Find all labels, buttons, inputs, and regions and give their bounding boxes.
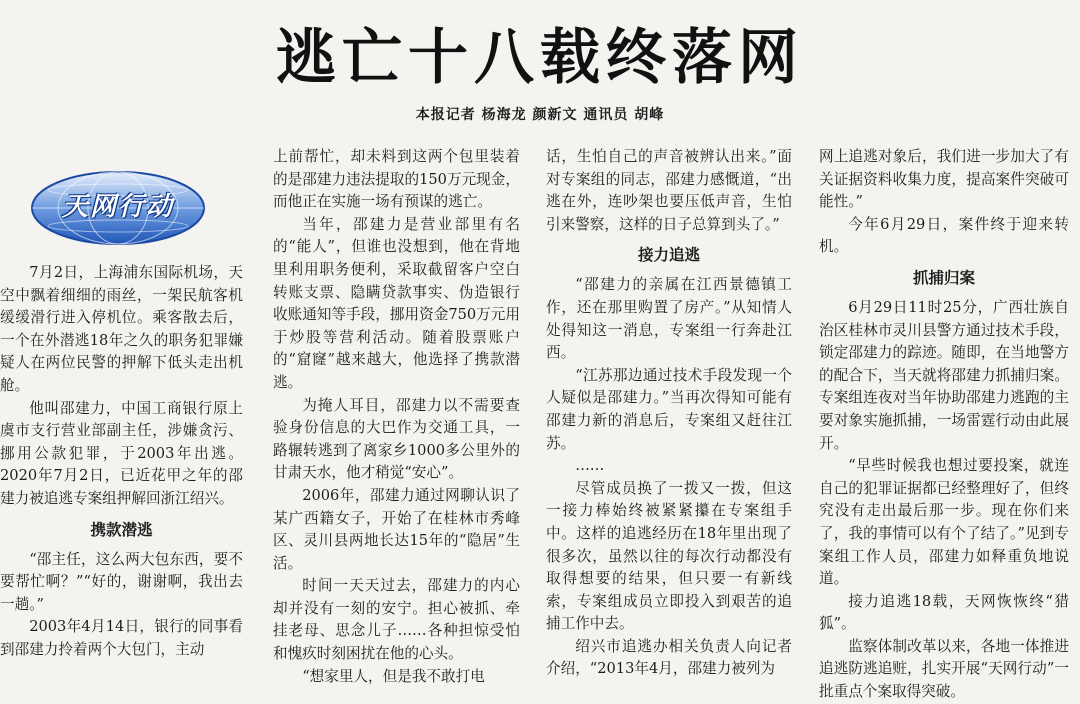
paragraph: 网上追逃对象后，我们进一步加大了有关证据资料收集力度，提高案件突破可能性。” bbox=[819, 148, 1069, 211]
paragraph: “邵建力的亲属在江西景德镇工作，还在那里购置了房产。”从知情人处得知这一消息，专案组一行奔赴江西。 bbox=[546, 276, 792, 362]
paragraph: 他叫邵建力，中国工商银行原上虞市支行营业部副主任，涉嫌贪污、挪用公款犯罪，于2003年出逃。2020年7月2日，已近花甲之年的邵建力被追逃专案组押解回浙江绍兴。 bbox=[0, 399, 243, 507]
paragraph: 今年6月29日，案件终于迎来转机。 bbox=[819, 215, 1069, 256]
section-heading-flee: 携款潜逃 bbox=[90, 520, 153, 539]
paragraph: 话，生怕自己的声音被辨认出来。”面对专案组的同志，邵建力感慨道，“出逃在外，连吵架也要压低声音，生怕引来警察，这样的日子总算到头了。” bbox=[546, 148, 792, 233]
paragraph: “邵主任，这么两大包东西，要不要帮忙啊？”“好的，谢谢啊，我出去一趟。” bbox=[0, 550, 243, 613]
paragraph: 接力追逃18载，天网恢恢终“猎狐”。 bbox=[819, 592, 1069, 633]
paragraph: 监察体制改革以来，各地一体推进追逃防逃追赃，扎实开展“天网行动”一批重点个案取得突破。 bbox=[819, 637, 1069, 701]
paragraph: 绍兴市追逃办相关负责人向记者介绍，“2013年4月，邵建力被列为 bbox=[546, 637, 792, 678]
paragraph: 尽管成员换了一拨又一拨，但这一接力棒始终被紧紧攥在专案组手中。这样的追逃经历在18年里出现了很多次，虽然以往的每次行动都没有取得想要的结果，但只要一有新线索，专案组成员立即投入到艰苦的追捕工作中去。 bbox=[546, 479, 792, 633]
section-heading-relay: 接力追逃 bbox=[637, 246, 700, 265]
column-4 bbox=[819, 146, 1069, 701]
section-heading-arrest: 抓捕归案 bbox=[912, 268, 975, 287]
paragraph: 2006年，邵建力通过网聊认识了某广西籍女子，开始了在桂林市秀峰区、灵川县两地长达15年的“隐居”生活。 bbox=[273, 486, 520, 572]
paragraph: “想家里人，但是我不敢打电 bbox=[302, 667, 485, 685]
paragraph: 2003年4月14日，银行的同事看到邵建力拎着两个大包门，主动 bbox=[0, 618, 243, 658]
paragraph: 6月29日11时25分，广西壮族自治区桂林市灵川县警方通过技术手段，锁定邵建力的踪迹。随即，在当地警方的配合下，当天就将邵建力抓捕归案。专案组连夜对当年协助邵建力逃跑的主要对象实施抓捕，一场雷霆行动由此展开。 bbox=[819, 298, 1069, 452]
paragraph: 时间一天天过去，邵建力的内心却并没有一刻的安宁。担心被抓、牵挂老母、思念儿子……各种担惊受怕和愧疚时刻困扰在他的心头。 bbox=[273, 577, 520, 663]
paragraph: “江苏那边通过技术手段发现一个人疑似是邵建力。”当再次得知可能有邵建力新的消息后，专案组又赶往江苏。 bbox=[546, 366, 792, 452]
paragraph: 为掩人耳目，邵建力以不需要查验身份信息的大巴作为交通工具，一路辗转逃到了离家乡1000多公里外的甘肃天水，他才稍觉“安心”。 bbox=[273, 396, 520, 482]
paragraph: 上前帮忙，却未料到这两个包里装着的是邵建力违法提取的150万元现金，而他正在实施一场有预谋的逃亡。 bbox=[273, 148, 520, 211]
tianwang-logo bbox=[28, 168, 208, 248]
column-3 bbox=[546, 146, 792, 678]
column-2 bbox=[273, 146, 520, 685]
column-1 bbox=[0, 262, 243, 665]
paragraph: …… bbox=[575, 457, 605, 475]
paragraph: 当年，邵建力是营业部里有名的“能人”，但谁也没想到，他在背地里利用职务便利，采取截留客户空白转账支票、隐瞒贷款事实、伪造银行收账通知等手段，挪用资金750万元用于炒股等营利活动。随着股票账户的“窟窿”越来越大，他选择了携款潜逃。 bbox=[273, 215, 520, 391]
article-byline: 本报记者 杨海龙 颜新文 通讯员 胡峰 bbox=[415, 107, 665, 123]
paragraph: 7月2日，上海浦东国际机场，天空中飘着细细的雨丝，一架民航客机缓缓滑行进入停机位。乘客散去后，一个在外潜逃18年之久的职务犯罪嫌疑人在两位民警的押解下低头走出机舱。 bbox=[0, 264, 243, 394]
paragraph: “早些时候我也想过要投案，就连自己的犯罪证据都已经整理好了，但终究没有走出最后那一步。现在你们来了，我的事情可以有个了结了。”见到专案组工作人员，邵建力如释重负地说道。 bbox=[819, 457, 1069, 588]
logo-text: 天网行动 bbox=[61, 192, 174, 222]
article-headline: 逃亡十八载终落网 bbox=[276, 23, 804, 93]
